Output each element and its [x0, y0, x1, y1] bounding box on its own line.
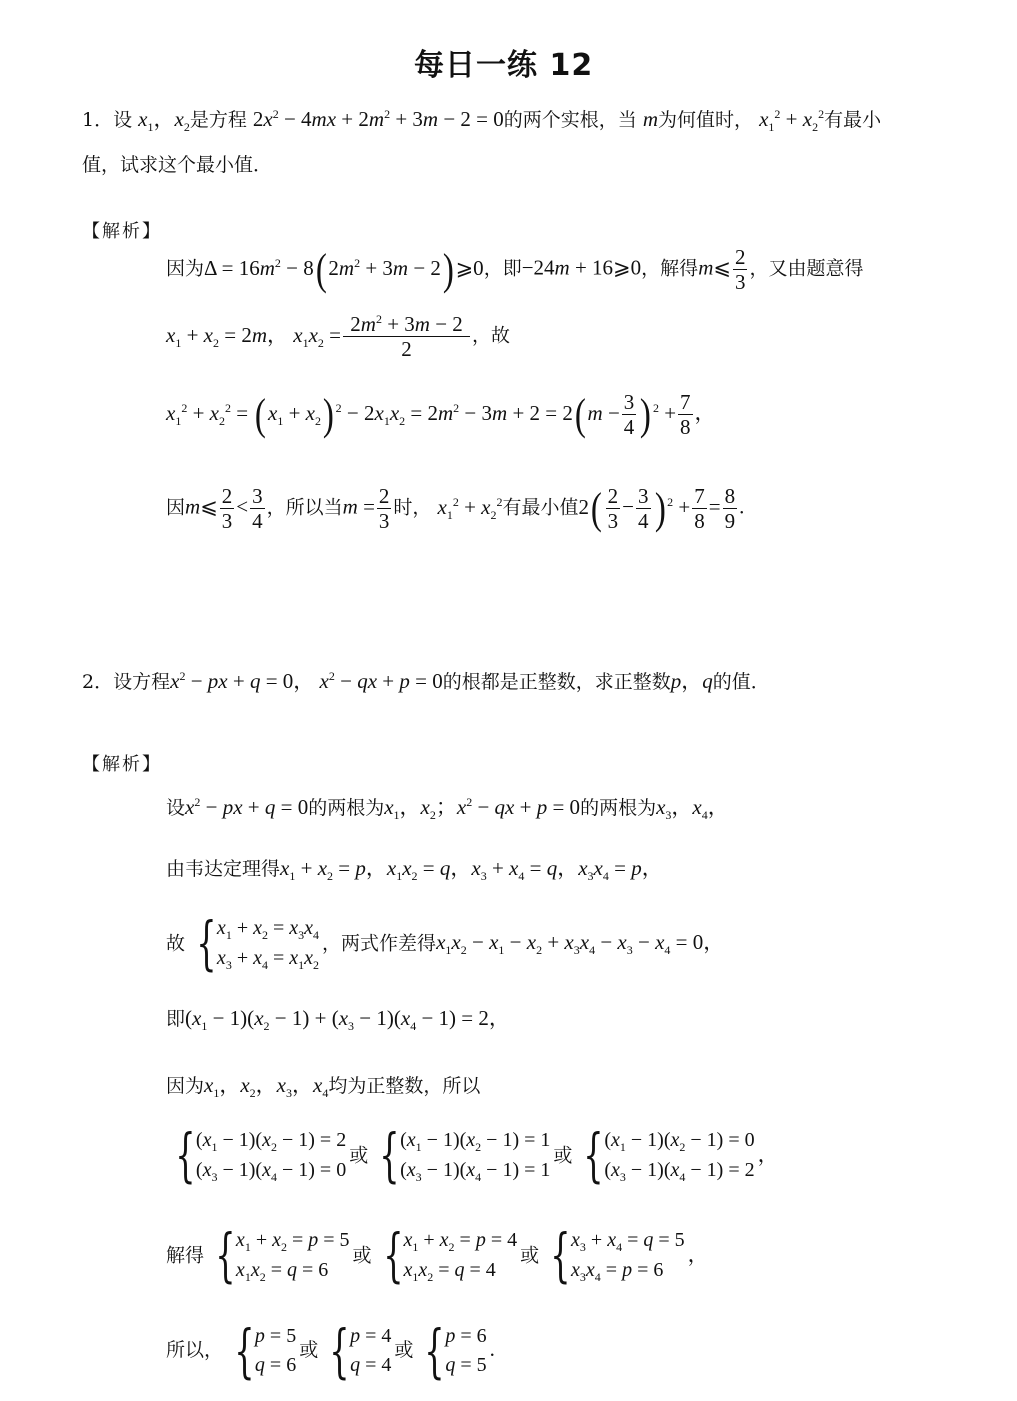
- solution-1-step-3: $x_1^2 + x_2^2 = (x_1 + x_2) ^2 - 2x_1x_2 = 2m^2 - 3m + 2 = 2(m$ − $\frac{3}{4}$ ) $^2$ + $\frac{7}{8}$ ，: [166, 389, 716, 440]
- analysis-label-2: 【解析】: [82, 754, 162, 775]
- solution-2-line-3: 故 { $x_1 + x_2 = x_3x_4$ $x_3 + x_4 = x_1x_2$ ，两式作差得$x_1x_2 - x_1 - x_2 + x_3x_4 - x_3 - x_4 = 0$，: [166, 909, 725, 977]
- problem-2-statement: 2．设方程$x^2$ − px + q = 0， $x^2$ − qx + p = 0的根都是正整数，求正整数p，q的值．: [82, 669, 770, 693]
- problem-number: 1．: [82, 109, 114, 131]
- solution-1-step-1: 因为$\Delta = 16m^2 - 8(2m^2 + 3m$ − 2)⩾0，即−24m + 16⩾0，解得m⩽ $\frac{2}{3}$ ，又由题意得: [166, 244, 864, 295]
- solution-1-step-2: $x_1 + x_2 = 2m$， $x_1x_2$ = $\frac{2m^2 + 3m - 2}{2}$ ，故: [166, 312, 511, 362]
- problem-1-line-2: 值，试求这个最小值．: [82, 154, 273, 176]
- problem-number: 2．: [82, 671, 114, 693]
- analysis-label-1: 【解析】: [82, 221, 162, 242]
- solution-2-line-4: 即$(x_1 - 1)(x_2 - 1) + (x_3 - 1)(x_4 - 1) = 2$，: [166, 1006, 510, 1034]
- solution-2-line-2: 由韦达定理得$x_1 + x_2 = p$，$x_1x_2 = q$，$x_3 + x_4 = q$，$x_3x_4 = p$，: [166, 856, 663, 884]
- problem-1-line-1: 1．设 $x_1$，$x_2$是方程 $2x^2 - 4mx + 2m^2 + 3m - 2 = 0$的两个实根，当 m为何值时， $x_1^2 + x_2^2$有最小: [82, 107, 882, 135]
- solution-2-line-7: 解得 { $x_1 + x_2 = p = 5$ $x_1x_2 = q = 6$ 或 { $x_1 + x_2 = p = 4$ $x_1x_2 = q = 4$ 或 { $x_3 + x_4 = q = 5$ $x_3x_4 = p = 6$ ，: [166, 1221, 709, 1289]
- solution-2-line-6: { $(x_1 - 1)(x_2 - 1) = 2$ $(x_3 - 1)(x_4 - 1) = 0$ 或 { $(x_1 - 1)(x_2 - 1) = 1$ $(x_3 - 1)(x_4 - 1) = 1$ 或 { $(x_1 - 1)(x_2 - 1) = 0$ $(x_3 - 1)(x_4 - 1) = 2$ ，: [175, 1121, 779, 1189]
- solution-2-line-1: 设$x^2$ − px + q = 0的两根为$x_1$，$x_2$；$x^2$ − qx + p = 0的两根为$x_3$，$x_4$，: [166, 795, 729, 823]
- solution-2-line-8: 所以， { p = 5 q = 6 或 { p = 4 q = 4 或 { p = 6 q = 5 .: [166, 1317, 495, 1385]
- solution-2-line-5: 因为$x_1$，$x_2$，$x_3$，$x_4$均为正整数，所以: [166, 1073, 481, 1101]
- page-title: 每日一练 12: [414, 48, 594, 83]
- solution-1-step-4: 因m⩽ $\frac{2}{3}$ < $\frac{3}{4}$ ，所以当m = $\frac{2}{3}$ 时， $x_1^2 + x_2^2$有最小值2( $\frac{2}{3}$ − $\frac{3}{4}$ ) $^2$ + $\frac{7}{8}$ = $\frac{8}{9}$ .: [166, 483, 745, 534]
